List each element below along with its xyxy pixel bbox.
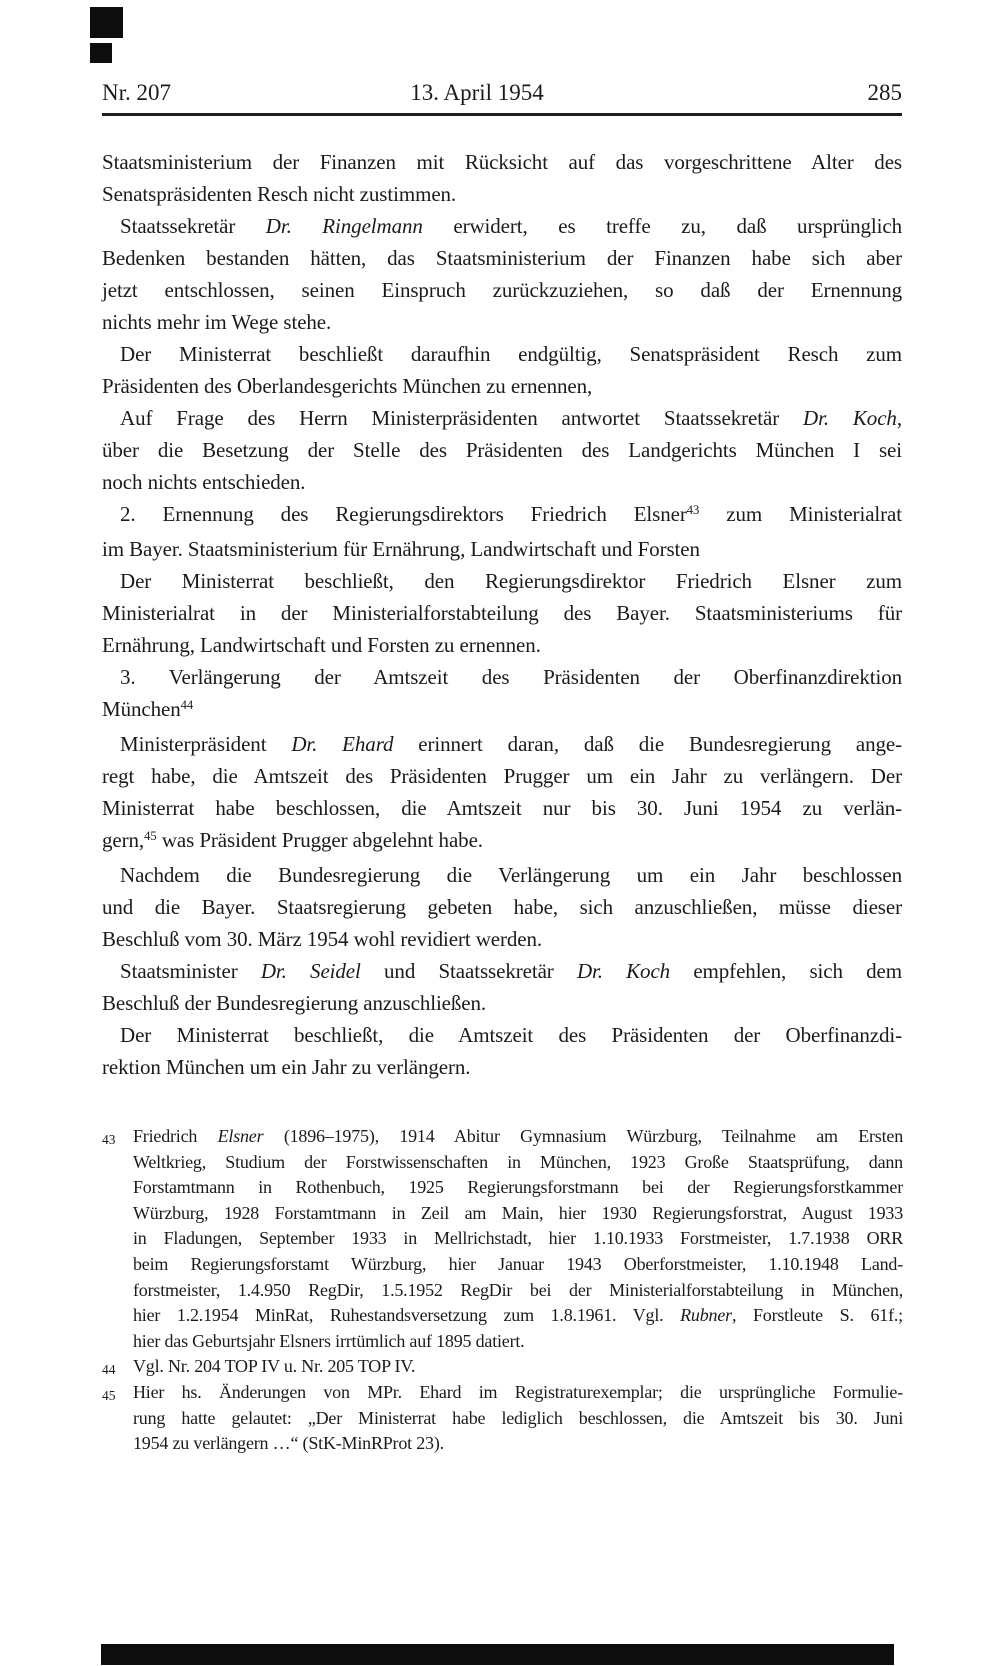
footnote-line: Forstamtmann in Rothenbuch, 1925 Regierungsforstmann bei der Regierungsforstkammer [133,1177,903,1198]
text-line: jetzt entschlossen, seinen Einspruch zurückzuziehen, so daß der Ernennung [102,278,902,302]
footnote-line: Vgl. Nr. 204 TOP IV u. Nr. 205 TOP IV. [133,1356,416,1377]
text-line: regt habe, die Amtszeit des Präsidenten Prugger um ein Jahr zu verlängern. Der [102,764,902,788]
text-line: über die Besetzung der Stelle des Präsidenten des Landgerichts München I sei [102,438,902,462]
text-line: Staatsministerium der Finanzen mit Rücksicht auf das vorgeschrittene Alter des [102,150,902,174]
text-line: Staatssekretär Dr. Ringelmann erwidert, es treffe zu, daß ursprünglich [120,214,902,238]
footnote-line: hier 1.2.1954 MinRat, Ruhestandsversetzung zum 1.8.1961. Vgl. Rubner, Forstleute S. 61f.; [133,1305,903,1326]
footnote-line: Friedrich Elsner (1896–1975), 1914 Abitur Gymnasium Würzburg, Teilnahme am Ersten [133,1126,903,1146]
footnote-line: hier das Geburtsjahr Elsners irrtümlich auf 1895 datiert. [133,1330,525,1351]
text-line: Der Ministerrat beschließt, die Amtszeit des Präsidenten der Oberfinanzdi- [120,1023,902,1047]
footnote-line: Würzburg, 1928 Forstamtmann in Zeil am Main, hier 1930 Regierungsforstrat, August 1933 [133,1202,903,1223]
footnote-line: beim Regierungsforstamt Würzburg, hier Januar 1943 Oberforstmeister, 1.10.1948 Land- [133,1253,903,1274]
footnote-marker: 44 [102,1362,116,1378]
footnote-line: in Fladungen, September 1933 in Mellrichstadt, hier 1.10.1933 Forstmeister, 1.7.1938 ORR [133,1228,903,1249]
footnote-line: Hier hs. Änderungen von MPr. Ehard im Registraturexemplar; die ursprüngliche Formulie- [133,1381,903,1402]
scan-artifact-top-left-2 [90,43,112,63]
body-text [102,146,902,1083]
header-rule [102,113,902,116]
text-line: Staatsminister Dr. Seidel und Staatssekretär Dr. Koch empfehlen, sich dem [120,959,902,983]
footnote-marker: 45 [102,1387,116,1403]
text-line: Beschluß der Bundesregierung anzuschließen. [102,991,487,1015]
footnote-marker: 43 [102,1132,116,1147]
scan-artifact-bottom-bar [101,1644,894,1665]
text-line: Ministerialrat in der Ministerialforstabteilung des Bayer. Staatsministeriums für [102,601,902,625]
footnote-line: forstmeister, 1.4.950 RegDir, 1.5.1952 RegDir bei der Ministerialforstabteilung in München, [133,1279,903,1300]
text-line: Ernährung, Landwirtschaft und Forsten zu ernennen. [102,633,541,657]
page-header [102,80,902,110]
text-line: 2. Ernennung des Regierungsdirektors Friedrich Elsner$^{43}$ zum Ministerialrat [120,502,902,526]
text-line: Der Ministerrat beschließt, den Regierungsdirektor Friedrich Elsner zum [120,569,902,593]
text-line: Auf Frage des Herrn Ministerpräsidenten antwortet Staatssekretär Dr. Koch, [120,406,902,430]
page-number: 285 [867,80,902,105]
text-line: Nachdem die Bundesregierung die Verlängerung um ein Jahr beschlossen [120,863,902,887]
text-line: 3. Verlängerung der Amtszeit des Präsidenten der Oberfinanzdirektion [120,665,902,689]
scan-artifact-top-left-1 [90,7,123,38]
text-line: rektion München um ein Jahr zu verlängern. [102,1055,471,1079]
text-line: München$^{44}$ [102,697,194,721]
header-date: 13. April 1954 [410,80,544,105]
text-line: Senatspräsidenten Resch nicht zustimmen. [102,182,457,206]
document-number: Nr. 207 [102,80,171,105]
text-line: noch nichts entschieden. [102,470,306,494]
text-line: Bedenken bestanden hätten, das Staatsministerium der Finanzen habe sich aber [102,246,902,270]
text-line: Ministerpräsident Dr. Ehard erinnert daran, daß die Bundesregierung ange- [120,732,902,756]
text-line: Beschluß vom 30. März 1954 wohl revidiert werden. [102,927,543,951]
footnote-line: Weltkrieg, Studium der Forstwissenschaften in München, 1923 Große Staatsprüfung, dann [133,1151,903,1172]
footnote-line: rung hatte gelautet: „Der Ministerrat habe lediglich beschlossen, die Amtszeit bis 30. Juni [133,1407,903,1428]
text-line: Ministerrat habe beschlossen, die Amtszeit nur bis 30. Juni 1954 zu verlän- [102,796,902,820]
footnote [102,1380,903,1457]
footnote-line: 1954 zu verlängern …“ (StK-MinRProt 23). [133,1433,444,1454]
text-line: im Bayer. Staatsministerium für Ernährung, Landwirtschaft und Forsten [102,537,700,561]
text-line: Präsidenten des Oberlandesgerichts München zu ernennen, [102,374,593,398]
text-line: nichts mehr im Wege stehe. [102,310,332,334]
text-line: und die Bayer. Staatsregierung gebeten habe, sich anzuschließen, müsse dieser [102,895,902,919]
footnote [102,1124,903,1354]
footnote [102,1354,903,1380]
text-line: gern,$^{45}$ was Präsident Prugger abgelehnt habe. [102,828,483,852]
footnotes-section [102,1124,903,1457]
text-line: Der Ministerrat beschließt daraufhin endgültig, Senatspräsident Resch zum [120,342,902,366]
